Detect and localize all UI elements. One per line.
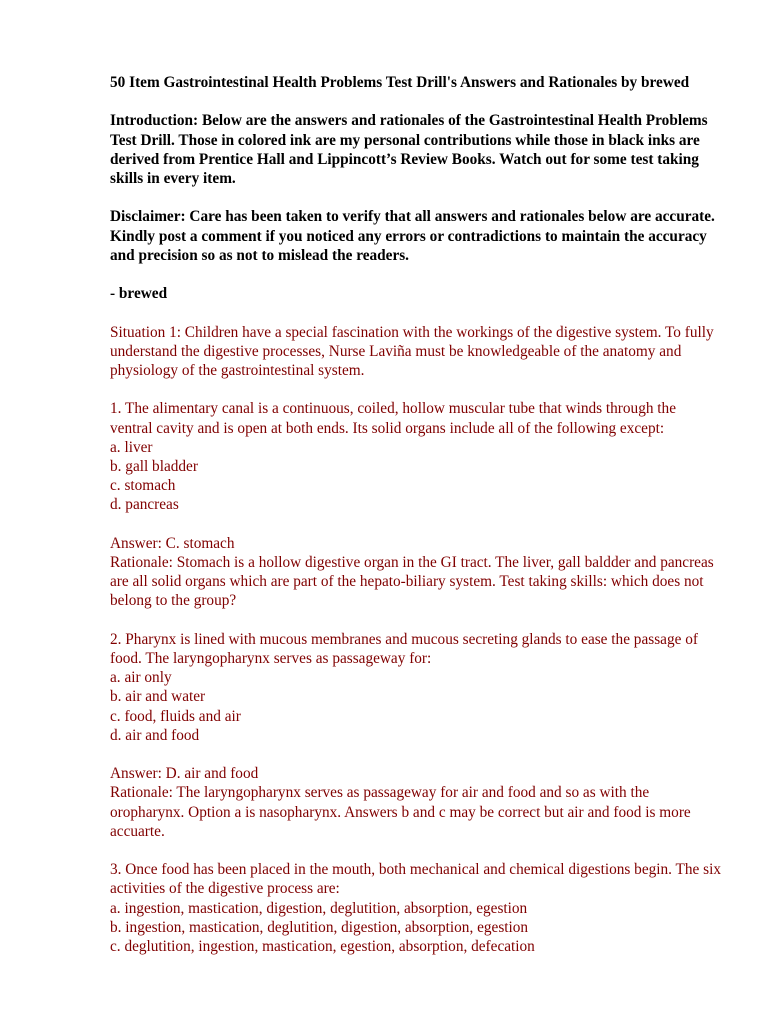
answer-line: Answer: C. stomach <box>110 534 235 552</box>
option-a: a. liver <box>110 438 153 456</box>
question-1 <box>110 399 722 514</box>
option-c: c. stomach <box>110 477 176 495</box>
author-signature: - brewed <box>110 285 168 303</box>
option-a: a. ingestion, mastication, digestion, deglutition, absorption, egestion <box>110 899 528 917</box>
situation-paragraph: Situation 1: Children have a special fascination with the workings of the digestive system. To fully understand the digestive processes, Nurse Laviña must be knowledgeable of the anatomy and physiology of the gastrointestinal system. <box>110 323 714 379</box>
question-3 <box>110 860 722 956</box>
document-title: 50 Item Gastrointestinal Health Problems Test Drill's Answers and Rationales by brewed <box>110 74 690 91</box>
question-stem: 2. Pharynx is lined with mucous membranes and mucous secreting glands to ease the passage of food. The laryngopharynx serves as passageway for: <box>110 630 698 667</box>
rationale-text: Rationale: Stomach is a hollow digestive organ in the GI tract. The liver, gall baldder and pancreas are all solid organs which are part of the hepato-biliary system. Test taking skills: which does not belong to the group? <box>110 553 714 610</box>
answer-1 <box>110 534 722 611</box>
option-d: d. air and food <box>110 726 200 744</box>
option-c: c. deglutition, ingestion, mastication, egestion, absorption, defecation <box>110 938 535 955</box>
answer-2 <box>110 764 722 841</box>
option-b: b. ingestion, mastication, deglutition, digestion, absorption, egestion <box>110 918 529 936</box>
option-c: c. food, fluids and air <box>110 707 241 725</box>
introduction-paragraph: Introduction: Below are the answers and rationales of the Gastrointestinal Health Problems Test Drill. Those in colored ink are my personal contributions while those in black inks are derived from Prentice Hall and Lippincott’s Review Books. Watch out for some test taking skills in every item. <box>110 112 708 187</box>
answer-line: Answer: D. air and food <box>110 765 259 783</box>
question-stem: 3. Once food has been placed in the mouth, both mechanical and chemical digestions begin. The six activities of the digestive process are: <box>110 861 721 898</box>
disclaimer-paragraph: Disclaimer: Care has been taken to verify that all answers and rationales below are accurate. Kindly post a comment if you noticed any errors or contradictions to maintain the accuracy and precision so as not to mislead the readers. <box>110 208 715 264</box>
option-b: b. air and water <box>110 688 206 706</box>
option-b: b. gall bladder <box>110 457 198 475</box>
option-d: d. pancreas <box>110 496 179 514</box>
question-stem: 1. The alimentary canal is a continuous, coiled, hollow muscular tube that winds through the ventral cavity and is open at both ends. Its solid organs include all of the following except: <box>110 400 676 437</box>
rationale-text: Rationale: The laryngopharynx serves as passageway for air and food and so as with the oropharynx. Option a is nasopharynx. Answers b and c may be correct but air and food is more accuarte. <box>110 784 691 840</box>
question-2 <box>110 630 722 745</box>
document-page <box>110 73 722 956</box>
option-a: a. air only <box>110 669 172 687</box>
